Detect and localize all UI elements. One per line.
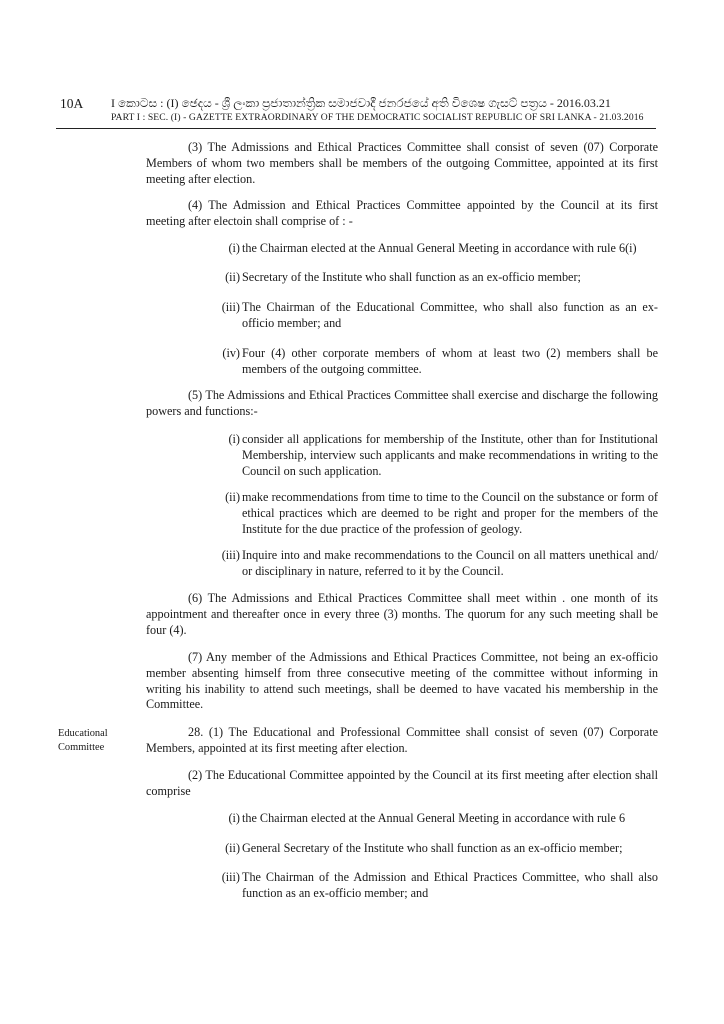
- list-item: [204, 432, 658, 479]
- header-sinhala-line: I කොටස : (I) ඡෙදය - ශ්‍රී ලංකා ප්‍රජාතාන්ත්‍රික සමාජවාදී ජනරජයේ අති විශෙෂ ගැසට් පත්‍රය - 2016.03.21: [111, 96, 611, 110]
- list-item-number: (ii): [225, 270, 240, 284]
- list-item: [204, 241, 658, 257]
- list-item-text: the Chairman elected at the Annual General Meeting in accordance with rule 6: [242, 811, 626, 825]
- paragraph-6: (6) The Admissions and Ethical Practices Committee shall meet within . one month of its appointment and thereafter once in every three (3) months. The quorum for any such meeting shall be four (4).: [146, 591, 658, 637]
- list-item-text: The Chairman of the Admission and Ethical Practices Committee, who shall also function as an ex-officio member; and: [242, 870, 658, 900]
- list-item: [204, 300, 658, 332]
- list-item: [204, 548, 658, 580]
- margin-note-line: Educational: [58, 728, 108, 739]
- list-item: [204, 811, 658, 827]
- list-item-number: (ii): [225, 490, 240, 504]
- list-item: [204, 270, 658, 286]
- section-28-1: 28. (1) The Educational and Professional Committee shall consist of seven (07) Corporate Members, appointed at its first meeting after election.: [146, 725, 658, 755]
- list-item-number: (i): [228, 811, 240, 825]
- list-item-text: the Chairman elected at the Annual General Meeting in accordance with rule 6(i): [242, 241, 637, 255]
- header-rule: [56, 128, 656, 129]
- list-item-number: (i): [228, 432, 240, 446]
- header-english-line: PART I : SEC. (I) - GAZETTE EXTRAORDINARY OF THE DEMOCRATIC SOCIALIST REPUBLIC OF SRI LANKA - 21.03.2016: [111, 112, 644, 123]
- list-item-number: (i): [228, 241, 240, 255]
- list-item-number: (iii): [221, 548, 240, 562]
- list-item: [204, 870, 658, 902]
- paragraph-3: (3) The Admissions and Ethical Practices Committee shall consist of seven (07) Corporate Members of whom two members shall be members of the outgoing Committee, appointed at its first meeting after election.: [146, 140, 658, 186]
- list-item-text: consider all applications for membership of the Institute, other than for Institutional Membership, interview such applicants and make recommendations in writing to the Council on such application.: [242, 432, 658, 478]
- paragraph-5: (5) The Admissions and Ethical Practices Committee shall exercise and discharge the following powers and functions:-: [146, 388, 658, 418]
- list-item-number: (ii): [225, 841, 240, 855]
- list-item-text: Secretary of the Institute who shall function as an ex-officio member;: [242, 270, 581, 284]
- list-item-text: Four (4) other corporate members of whom at least two (2) members shall be members of the outgoing committee.: [242, 346, 658, 376]
- list-item: [204, 346, 658, 378]
- page-number: 10A: [60, 96, 84, 111]
- list-item-text: make recommendations from time to time to the Council on the substance or form of ethical practices which are deemed to be right and proper for the members of the Institute for the due practice of the profession of geology.: [242, 490, 658, 536]
- list-item-text: General Secretary of the Institute who shall function as an ex-officio member;: [242, 841, 623, 855]
- list-item-text: Inquire into and make recommendations to the Council on all matters unethical and/ or disciplinary in nature, referred to it by the Council.: [242, 548, 658, 578]
- list-item: [204, 490, 658, 537]
- list-item-text: The Chairman of the Educational Committee, who shall also function as an ex-officio member; and: [242, 300, 658, 330]
- list-item-number: (iii): [221, 300, 240, 314]
- paragraph-7: (7) Any member of the Admissions and Ethical Practices Committee, not being an ex-officio member absenting himself from three consecutive meeting of the committee without informing in writing his inability to attend such meetings, shall be deemed to have vacated his membership in the Committee.: [146, 650, 658, 712]
- section-28-2: (2) The Educational Committee appointed by the Council at its first meeting after election shall comprise: [146, 768, 658, 798]
- list-item-number: (iii): [221, 870, 240, 884]
- margin-note-line: Committee: [58, 742, 105, 753]
- margin-note: [58, 727, 138, 755]
- list-item: [204, 841, 658, 857]
- paragraph-4: (4) The Admission and Ethical Practices Committee appointed by the Council at its first meeting after electoin shall comprise of : -: [146, 198, 658, 228]
- list-item-number: (iv): [222, 346, 240, 360]
